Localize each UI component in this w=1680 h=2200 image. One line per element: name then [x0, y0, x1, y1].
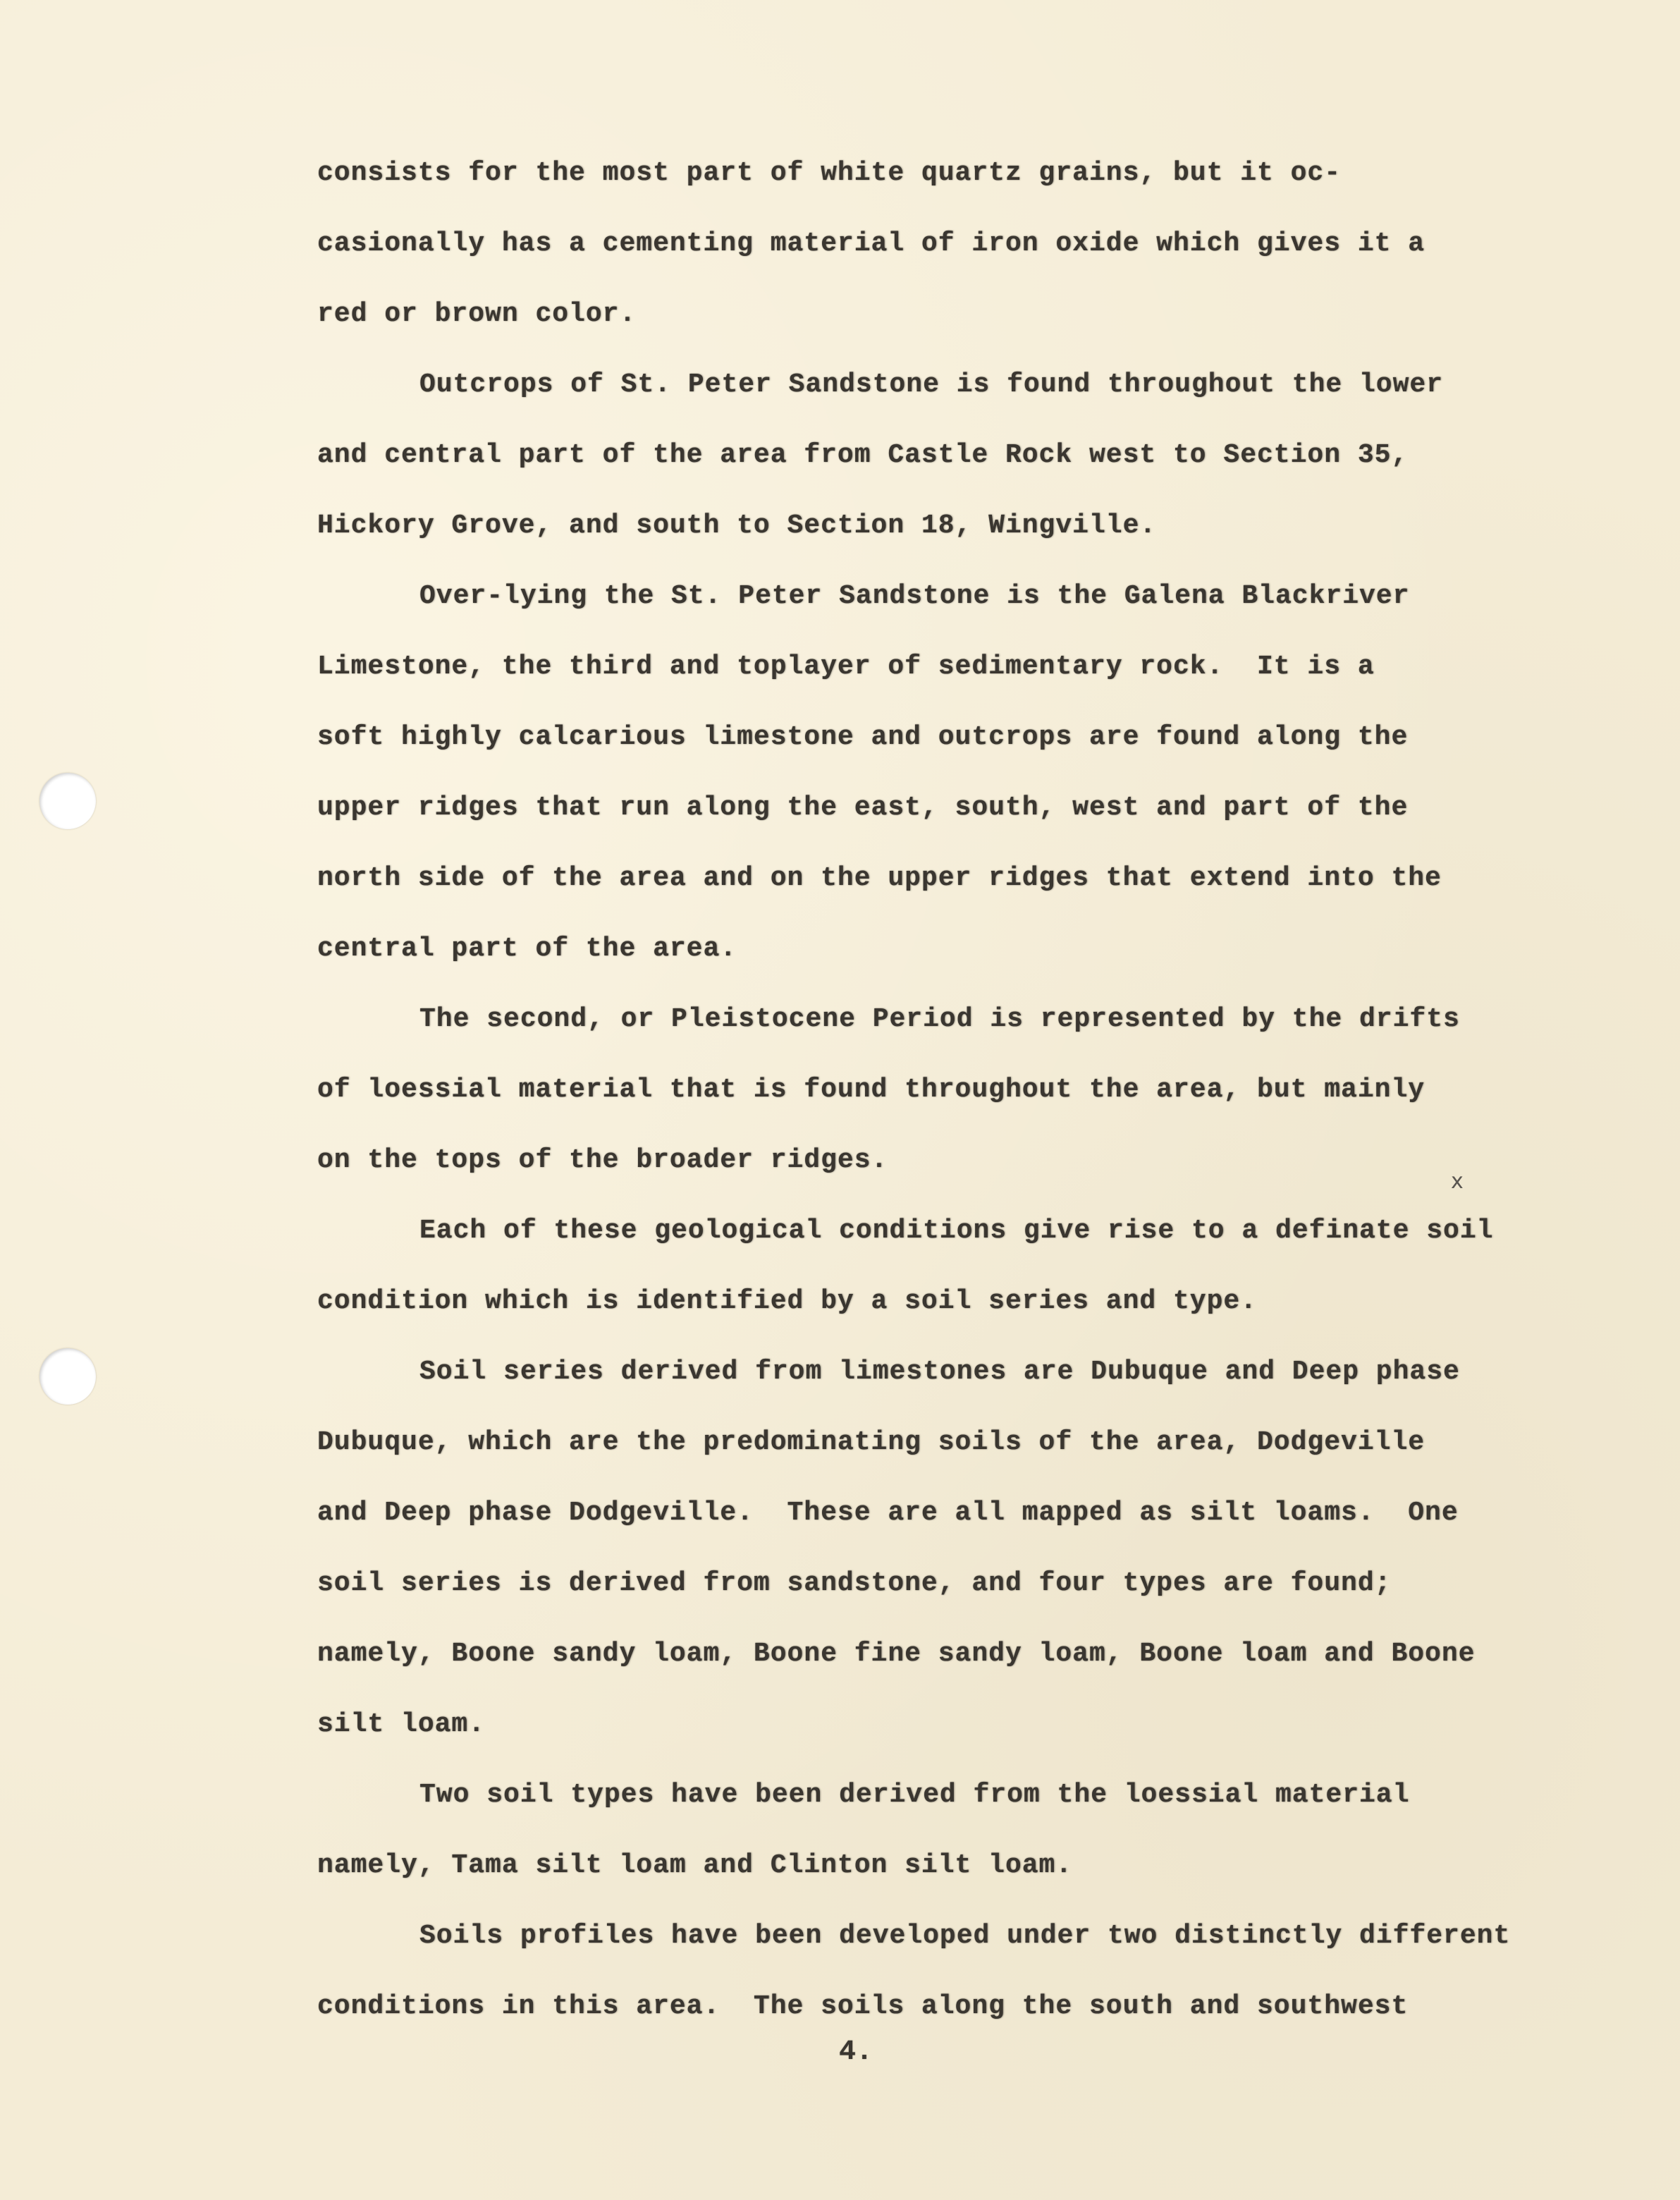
text-line: Each of these geological conditions give rise to a definate soil	[419, 1216, 1494, 1246]
text-line: soft highly calcarious limestone and outcrops are found along the	[317, 722, 1409, 752]
text-line: silt loam.	[317, 1709, 486, 1740]
text-line: upper ridges that run along the east, south, west and part of the	[317, 793, 1409, 823]
text-line: Outcrops of St. Peter Sandstone is found throughout the lower	[419, 369, 1444, 400]
text-line: and Deep phase Dodgeville. These are all mapped as silt loams. One	[317, 1498, 1459, 1528]
typed-text-body	[317, 138, 1579, 2042]
text-line: consists for the most part of white quartz grains, but it oc-	[317, 158, 1342, 188]
text-line: Over-lying the St. Peter Sandstone is the Galena Blackriver	[419, 581, 1410, 611]
punch-hole	[39, 1348, 96, 1405]
page-number: 4.	[839, 2036, 873, 2068]
text-line: and central part of the area from Castle Rock west to Section 35,	[317, 440, 1409, 470]
text-line: north side of the area and on the upper ridges that extend into the	[317, 863, 1442, 893]
text-line: on the tops of the broader ridges.	[317, 1145, 888, 1175]
text-line: of loessial material that is found throughout the area, but mainly	[317, 1075, 1425, 1105]
text-line: Limestone, the third and toplayer of sedimentary rock. It is a	[317, 652, 1375, 682]
text-line: red or brown color.	[317, 299, 637, 329]
handwritten-correction-mark: x	[1451, 1169, 1464, 1194]
text-line: The second, or Pleistocene Period is represented by the drifts	[419, 1004, 1460, 1034]
text-line: Soil series derived from limestones are Dubuque and Deep phase	[419, 1357, 1460, 1387]
text-line: Dubuque, which are the predominating soils of the area, Dodgeville	[317, 1427, 1425, 1458]
text-line: namely, Boone sandy loam, Boone fine sandy loam, Boone loam and Boone	[317, 1639, 1476, 1669]
text-line: Hickory Grove, and south to Section 18, Wingville.	[317, 511, 1157, 541]
text-line: Soils profiles have been developed under two distinctly different	[419, 1921, 1511, 1951]
text-line: Two soil types have been derived from the loessial material	[419, 1780, 1410, 1810]
text-line: casionally has a cementing material of iron oxide which gives it a	[317, 228, 1425, 259]
punch-hole	[39, 773, 96, 829]
text-line: central part of the area.	[317, 934, 737, 964]
text-line: soil series is derived from sandstone, and four types are found;	[317, 1568, 1392, 1599]
text-line: conditions in this area. The soils along the south and southwest	[317, 1991, 1409, 2022]
text-line: condition which is identified by a soil series and type.	[317, 1286, 1258, 1316]
text-line: namely, Tama silt loam and Clinton silt loam.	[317, 1850, 1073, 1881]
